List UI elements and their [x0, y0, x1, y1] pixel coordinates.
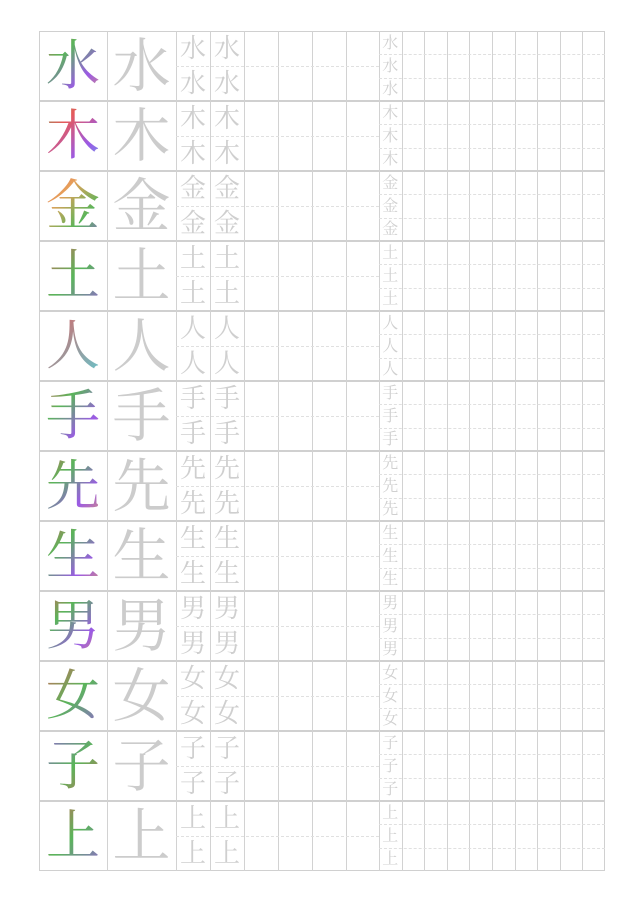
- trace-glyph: 子: [179, 768, 206, 799]
- grid-line: [379, 334, 605, 335]
- grid-line: [402, 521, 403, 591]
- small-trace-glyph: 男: [382, 592, 399, 612]
- grid-line: [424, 591, 425, 661]
- grid-line: [469, 591, 470, 661]
- grid-line: [469, 241, 470, 311]
- small-trace-glyph: 金: [382, 172, 399, 192]
- practice-row: [39, 661, 605, 731]
- grid-line: [582, 241, 583, 311]
- grid-line: [515, 731, 516, 801]
- grid-line: [469, 381, 470, 451]
- grid-line: [560, 171, 561, 241]
- trace-glyph: 木: [213, 138, 240, 169]
- grid-line: [537, 521, 538, 591]
- small-trace-glyph: 生: [382, 545, 399, 565]
- small-trace-glyph: 人: [382, 359, 399, 379]
- trace-glyph: 男: [213, 628, 240, 659]
- trace-glyph: 木: [179, 103, 206, 134]
- stroke-order-glyph: 手: [39, 381, 107, 451]
- grid-line: [447, 31, 448, 101]
- practice-row: [39, 591, 605, 661]
- grid-line: [469, 101, 470, 171]
- small-trace-glyph: 上: [382, 802, 399, 822]
- stroke-order-glyph: 生: [39, 521, 107, 591]
- grid-line: [424, 661, 425, 731]
- grid-line: [424, 171, 425, 241]
- grid-line: [379, 78, 605, 79]
- grid-line: [537, 311, 538, 381]
- trace-glyph: 上: [179, 803, 206, 834]
- grid-line: [537, 381, 538, 451]
- trace-glyph: 先: [213, 488, 240, 519]
- grid-line: [515, 171, 516, 241]
- trace-glyph: 女: [213, 663, 240, 694]
- grid-line: [379, 848, 605, 849]
- small-trace-glyph: 手: [382, 405, 399, 425]
- trace-glyph: 人: [213, 313, 240, 344]
- practice-row: [39, 101, 605, 171]
- trace-glyph: 先: [179, 488, 206, 519]
- grid-line: [424, 451, 425, 521]
- small-trace-glyph: 子: [382, 732, 399, 752]
- grid-line: [492, 311, 493, 381]
- grid-line: [379, 148, 605, 149]
- grid-line: [424, 101, 425, 171]
- grid-line: [402, 451, 403, 521]
- small-trace-glyph: 女: [382, 662, 399, 682]
- grid-line: [402, 171, 403, 241]
- trace-glyph: 土: [213, 243, 240, 274]
- grid-line: [447, 591, 448, 661]
- trace-glyph: 女: [213, 698, 240, 729]
- grid-line: [424, 731, 425, 801]
- trace-glyph: 水: [179, 33, 206, 64]
- grid-line: [492, 101, 493, 171]
- small-trace-glyph: 上: [382, 849, 399, 869]
- small-trace-glyph: 女: [382, 685, 399, 705]
- small-trace-glyph: 先: [382, 452, 399, 472]
- trace-glyph: 土: [213, 278, 240, 309]
- stroke-order-glyph: 土: [39, 241, 107, 311]
- trace-glyph: 水: [213, 68, 240, 99]
- grid-line: [469, 731, 470, 801]
- grid-line: [582, 171, 583, 241]
- grid-line: [469, 171, 470, 241]
- model-glyph: 先: [112, 452, 171, 520]
- trace-glyph: 手: [179, 418, 206, 449]
- practice-row: [39, 801, 605, 871]
- grid-line: [379, 194, 605, 195]
- grid-line: [515, 31, 516, 101]
- trace-glyph: 水: [213, 33, 240, 64]
- trace-glyph: 生: [213, 558, 240, 589]
- grid-line: [447, 451, 448, 521]
- grid-line: [582, 731, 583, 801]
- stroke-order-glyph: 男: [39, 591, 107, 661]
- grid-line: [447, 661, 448, 731]
- trace-glyph: 男: [213, 593, 240, 624]
- grid-line: [379, 474, 605, 475]
- grid-line: [379, 684, 605, 685]
- grid-line: [537, 731, 538, 801]
- trace-glyph: 生: [213, 523, 240, 554]
- grid-line: [379, 568, 605, 569]
- grid-line: [560, 591, 561, 661]
- grid-line: [447, 241, 448, 311]
- small-trace-glyph: 土: [382, 265, 399, 285]
- grid-line: [582, 101, 583, 171]
- grid-line: [447, 521, 448, 591]
- model-glyph: 上: [112, 802, 171, 870]
- grid-line: [379, 428, 605, 429]
- grid-line: [379, 264, 605, 265]
- trace-glyph: 木: [213, 103, 240, 134]
- small-trace-glyph: 金: [382, 195, 399, 215]
- grid-line: [379, 824, 605, 825]
- grid-line: [492, 801, 493, 871]
- grid-line: [582, 591, 583, 661]
- trace-glyph: 男: [179, 593, 206, 624]
- grid-line: [537, 451, 538, 521]
- trace-glyph: 先: [213, 453, 240, 484]
- trace-glyph: 木: [179, 138, 206, 169]
- grid-line: [447, 801, 448, 871]
- grid-line: [424, 801, 425, 871]
- small-trace-glyph: 木: [382, 149, 399, 169]
- grid-line: [582, 661, 583, 731]
- grid-line: [492, 451, 493, 521]
- grid-line: [560, 661, 561, 731]
- grid-line: [447, 171, 448, 241]
- small-trace-glyph: 金: [382, 219, 399, 239]
- grid-line: [515, 801, 516, 871]
- small-trace-glyph: 上: [382, 825, 399, 845]
- small-trace-glyph: 子: [382, 779, 399, 799]
- grid-line: [379, 288, 605, 289]
- grid-line: [379, 778, 605, 779]
- stroke-order-glyph: 木: [39, 101, 107, 171]
- small-trace-glyph: 木: [382, 125, 399, 145]
- trace-glyph: 人: [213, 348, 240, 379]
- model-glyph: 手: [112, 382, 171, 450]
- trace-glyph: 生: [179, 523, 206, 554]
- trace-glyph: 手: [179, 383, 206, 414]
- practice-row: [39, 521, 605, 591]
- practice-row: [39, 31, 605, 101]
- stroke-order-glyph: 子: [39, 731, 107, 801]
- grid-line: [537, 171, 538, 241]
- grid-line: [537, 591, 538, 661]
- model-glyph: 子: [112, 732, 171, 800]
- practice-row: [39, 381, 605, 451]
- small-trace-glyph: 生: [382, 522, 399, 542]
- grid-line: [447, 311, 448, 381]
- small-trace-glyph: 人: [382, 312, 399, 332]
- trace-glyph: 男: [179, 628, 206, 659]
- grid-line: [582, 451, 583, 521]
- trace-glyph: 土: [179, 278, 206, 309]
- grid-line: [560, 311, 561, 381]
- model-glyph: 金: [112, 172, 171, 240]
- trace-glyph: 金: [179, 208, 206, 239]
- stroke-order-glyph: 金: [39, 171, 107, 241]
- stroke-order-glyph: 上: [39, 801, 107, 871]
- small-trace-glyph: 男: [382, 615, 399, 635]
- grid-line: [402, 661, 403, 731]
- grid-line: [424, 521, 425, 591]
- stroke-order-glyph: 水: [39, 31, 107, 101]
- trace-glyph: 子: [179, 733, 206, 764]
- small-trace-glyph: 水: [382, 55, 399, 75]
- model-glyph: 土: [112, 242, 171, 310]
- grid-line: [515, 521, 516, 591]
- trace-glyph: 人: [179, 313, 206, 344]
- practice-row: [39, 451, 605, 521]
- grid-line: [469, 311, 470, 381]
- grid-line: [402, 801, 403, 871]
- practice-row: [39, 731, 605, 801]
- grid-line: [447, 101, 448, 171]
- grid-line: [560, 101, 561, 171]
- grid-line: [492, 171, 493, 241]
- grid-line: [515, 591, 516, 661]
- grid-line: [537, 241, 538, 311]
- trace-glyph: 人: [179, 348, 206, 379]
- grid-line: [515, 451, 516, 521]
- grid-line: [492, 31, 493, 101]
- grid-line: [560, 521, 561, 591]
- trace-glyph: 子: [213, 733, 240, 764]
- grid-line: [560, 381, 561, 451]
- trace-glyph: 手: [213, 383, 240, 414]
- trace-glyph: 金: [213, 173, 240, 204]
- grid-line: [515, 311, 516, 381]
- small-trace-glyph: 水: [382, 32, 399, 52]
- trace-glyph: 金: [179, 173, 206, 204]
- grid-line: [560, 241, 561, 311]
- trace-glyph: 女: [179, 663, 206, 694]
- grid-line: [469, 801, 470, 871]
- grid-line: [492, 731, 493, 801]
- grid-line: [582, 521, 583, 591]
- grid-line: [424, 311, 425, 381]
- model-glyph: 男: [112, 592, 171, 660]
- grid-line: [447, 731, 448, 801]
- grid-line: [515, 241, 516, 311]
- grid-line: [560, 801, 561, 871]
- stroke-order-glyph: 人: [39, 311, 107, 381]
- small-trace-glyph: 手: [382, 382, 399, 402]
- model-glyph: 生: [112, 522, 171, 590]
- grid-line: [379, 218, 605, 219]
- grid-line: [560, 731, 561, 801]
- model-glyph: 人: [112, 312, 171, 380]
- small-trace-glyph: 先: [382, 475, 399, 495]
- grid-line: [402, 241, 403, 311]
- grid-line: [469, 521, 470, 591]
- model-glyph: 木: [112, 102, 171, 170]
- grid-line: [515, 661, 516, 731]
- practice-row: [39, 171, 605, 241]
- grid-line: [515, 101, 516, 171]
- trace-glyph: 土: [179, 243, 206, 274]
- grid-line: [492, 241, 493, 311]
- grid-line: [537, 101, 538, 171]
- grid-line: [379, 358, 605, 359]
- grid-line: [492, 661, 493, 731]
- small-trace-glyph: 人: [382, 335, 399, 355]
- grid-line: [582, 381, 583, 451]
- grid-line: [402, 731, 403, 801]
- grid-line: [379, 638, 605, 639]
- small-trace-glyph: 男: [382, 639, 399, 659]
- grid-line: [379, 498, 605, 499]
- grid-line: [402, 101, 403, 171]
- grid-line: [424, 381, 425, 451]
- trace-glyph: 女: [179, 698, 206, 729]
- grid-line: [492, 521, 493, 591]
- grid-line: [492, 591, 493, 661]
- trace-glyph: 手: [213, 418, 240, 449]
- small-trace-glyph: 土: [382, 289, 399, 309]
- grid-line: [447, 381, 448, 451]
- grid-line: [379, 544, 605, 545]
- practice-row: [39, 311, 605, 381]
- grid-line: [537, 661, 538, 731]
- grid-line: [537, 31, 538, 101]
- grid-line: [560, 451, 561, 521]
- small-trace-glyph: 木: [382, 102, 399, 122]
- stroke-order-glyph: 先: [39, 451, 107, 521]
- small-trace-glyph: 女: [382, 709, 399, 729]
- model-glyph: 女: [112, 662, 171, 730]
- trace-glyph: 上: [179, 838, 206, 869]
- practice-row: [39, 241, 605, 311]
- trace-glyph: 金: [213, 208, 240, 239]
- grid-line: [379, 754, 605, 755]
- small-trace-glyph: 土: [382, 242, 399, 262]
- grid-line: [582, 801, 583, 871]
- grid-line: [469, 661, 470, 731]
- small-trace-glyph: 水: [382, 79, 399, 99]
- stroke-order-glyph: 女: [39, 661, 107, 731]
- grid-line: [402, 311, 403, 381]
- grid-line: [379, 124, 605, 125]
- small-trace-glyph: 子: [382, 755, 399, 775]
- grid-line: [469, 31, 470, 101]
- model-glyph: 水: [112, 32, 171, 100]
- small-trace-glyph: 手: [382, 429, 399, 449]
- trace-glyph: 先: [179, 453, 206, 484]
- small-trace-glyph: 先: [382, 499, 399, 519]
- grid-line: [424, 241, 425, 311]
- grid-line: [537, 801, 538, 871]
- trace-glyph: 上: [213, 838, 240, 869]
- trace-glyph: 生: [179, 558, 206, 589]
- grid-line: [469, 451, 470, 521]
- grid-line: [515, 381, 516, 451]
- trace-glyph: 水: [179, 68, 206, 99]
- grid-line: [402, 591, 403, 661]
- grid-line: [560, 31, 561, 101]
- grid-line: [492, 381, 493, 451]
- grid-line: [402, 381, 403, 451]
- trace-glyph: 上: [213, 803, 240, 834]
- trace-glyph: 子: [213, 768, 240, 799]
- grid-line: [582, 31, 583, 101]
- small-trace-glyph: 生: [382, 569, 399, 589]
- grid-line: [379, 708, 605, 709]
- grid-line: [402, 31, 403, 101]
- grid-line: [379, 54, 605, 55]
- grid-line: [379, 404, 605, 405]
- grid-line: [424, 31, 425, 101]
- grid-line: [379, 614, 605, 615]
- grid-line: [582, 311, 583, 381]
